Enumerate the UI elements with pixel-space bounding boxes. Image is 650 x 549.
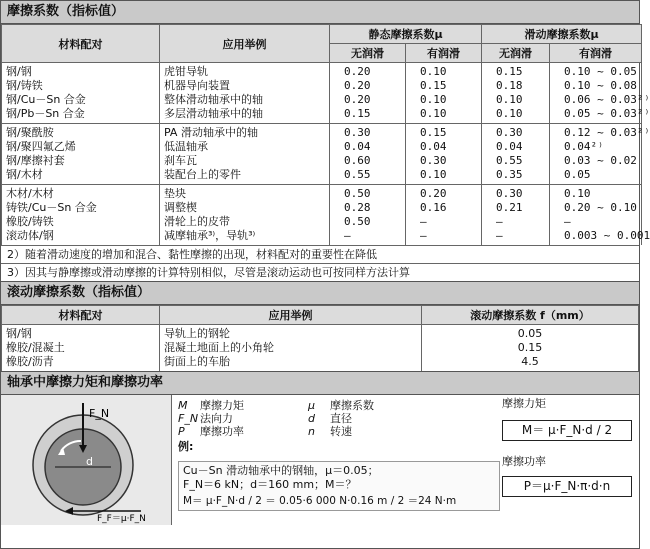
sliding-lub-value: 0.12 ~ 0.03²⁾ — [564, 126, 650, 139]
torque-block — [502, 397, 632, 497]
section-title-friction-coefficients: 摩擦系数（指标值） — [1, 1, 639, 24]
friction-group — [2, 185, 642, 246]
rolling-application: 街面上的车胎 — [164, 355, 230, 368]
legend-row — [308, 425, 478, 438]
static-lub-value: 0.16 — [420, 201, 447, 214]
sliding-dry-value: — — [496, 229, 503, 242]
rolling-table — [1, 305, 639, 371]
material-pair-value: 钢/Pb－Sn 合金 — [6, 107, 85, 120]
footnote-3: 3）因其与静摩擦或滑动摩擦的计算特别相似，尽管是滚动运动也可按同样方法计算 — [1, 263, 639, 282]
legend-symbol: d — [308, 412, 315, 425]
friction-group — [2, 124, 642, 185]
fig-label-fn: F_N — [89, 407, 110, 420]
cell-static-dry — [330, 124, 406, 185]
application-value: 减摩轴承³⁾，导轨³⁾ — [164, 229, 256, 242]
static-dry-value: 0.28 — [344, 201, 371, 214]
material-pair-value: 滚动体/钢 — [6, 229, 54, 242]
sliding-lub-value: 0.20 ~ 0.10 — [564, 201, 637, 214]
static-lub-value: 0.10 — [420, 65, 447, 78]
application-value: 刹车瓦 — [164, 154, 197, 167]
legend-symbol: M — [178, 399, 188, 412]
bearing-diagram — [1, 395, 171, 525]
static-lub-value: 0.10 — [420, 93, 447, 106]
legend-symbol: P — [178, 425, 185, 438]
rolling-value: 0.05 — [517, 327, 543, 340]
application-value: 虎钳导轨 — [164, 65, 208, 78]
sliding-dry-value: 0.10 — [496, 107, 523, 120]
fig-label-ff: F_F＝μ·F_N — [97, 514, 146, 524]
cell-material-pair — [2, 185, 160, 246]
static-dry-value: 0.30 — [344, 126, 371, 139]
col-application: 应用举例 — [160, 306, 422, 325]
material-pair-value: 木材/木材 — [6, 187, 54, 200]
sliding-lub-value: 0.10 ~ 0.08 — [564, 79, 637, 92]
legend-row — [178, 425, 308, 438]
static-dry-value: 0.50 — [344, 187, 371, 200]
example-line-1: Cu－Sn 滑动轴承中的钢轴，μ＝0.05； — [183, 464, 379, 477]
col-sliding-dry: 无润滑 — [482, 44, 550, 63]
sliding-dry-value: 0.55 — [496, 154, 523, 167]
sliding-dry-value: 0.35 — [496, 168, 523, 181]
application-value: PA 滑动轴承中的轴 — [164, 126, 258, 139]
application-value: 调整楔 — [164, 201, 197, 214]
friction-group — [2, 63, 642, 124]
static-lub-value: — — [420, 215, 427, 228]
static-lub-value: 0.04 — [420, 140, 447, 153]
rolling-material: 橡胶/混凝土 — [6, 341, 65, 354]
example-calculation: M＝ μ·F_N·d / 2 ＝ 0.05·6 000 N·0.16 m / 2 ＝24 N·m — [183, 495, 457, 507]
rolling-application: 导轨上的钢轮 — [164, 327, 230, 340]
cell-static-dry — [330, 63, 406, 124]
application-value: 机器导向装置 — [164, 79, 230, 92]
col-sliding-friction: 滑动摩擦系数μ — [482, 25, 642, 44]
col-static-dry: 无润滑 — [330, 44, 406, 63]
col-static-friction: 静态摩擦系数μ — [330, 25, 482, 44]
static-dry-value: 0.55 — [344, 168, 371, 181]
application-value: 垫块 — [164, 187, 186, 200]
static-lub-value: 0.10 — [420, 107, 447, 120]
power-formula: P＝μ·F_N·π·d·n — [502, 476, 632, 497]
cell-sliding-dry — [482, 124, 550, 185]
cell-static-lub — [406, 185, 482, 246]
static-lub-value: 0.15 — [420, 126, 447, 139]
cell-static-dry — [330, 185, 406, 246]
sliding-dry-value: 0.30 — [496, 187, 523, 200]
bearing-figure — [1, 395, 172, 525]
cell-application — [160, 124, 330, 185]
material-pair-value: 钢/钢 — [6, 65, 32, 78]
example-box — [178, 461, 500, 511]
example-label: 例: — [178, 440, 194, 453]
static-dry-value: 0.20 — [344, 93, 371, 106]
cell-sliding-lub — [550, 124, 650, 185]
legend-row — [178, 399, 308, 412]
static-lub-value: 0.30 — [420, 154, 447, 167]
legend-text: 直径 — [330, 412, 352, 425]
sliding-dry-value: 0.04 — [496, 140, 523, 153]
legend-row — [178, 412, 308, 425]
legend-text: 摩擦力矩 — [200, 399, 244, 412]
static-dry-value: — — [344, 229, 351, 242]
legend-text: 摩擦系数 — [330, 399, 374, 412]
rolling-application: 混凝土地面上的小角轮 — [164, 341, 274, 354]
sliding-dry-value: 0.10 — [496, 93, 523, 106]
application-value: 整体滑动轴承中的轴 — [164, 93, 263, 106]
sliding-lub-value: 0.06 ~ 0.03²⁾ — [564, 93, 650, 106]
static-dry-value: 0.60 — [344, 154, 371, 167]
rolling-value: 4.5 — [521, 355, 539, 368]
static-lub-value: 0.20 — [420, 187, 447, 200]
example-line-2: F_N＝6 kN；d＝160 mm；M＝？ — [183, 478, 357, 491]
col-material-pair: 材料配对 — [2, 306, 160, 325]
fig-label-d: d — [86, 455, 93, 468]
sliding-lub-value: 0.03 ~ 0.02 — [564, 154, 637, 167]
application-value: 低温轴承 — [164, 140, 208, 153]
friction-table — [1, 24, 650, 245]
legend-symbol: F_N — [178, 412, 199, 425]
sliding-lub-value: 0.003 ~ 0.001 — [564, 229, 650, 242]
footnote-2: 2）随着滑动速度的增加和混合、黏性摩擦的出现，材料配对的重要性在降低 — [1, 245, 639, 263]
legend-text: 摩擦功率 — [200, 425, 244, 438]
col-static-lub: 有润滑 — [406, 44, 482, 63]
cell-material-pair — [2, 63, 160, 124]
cell-sliding-lub — [550, 185, 650, 246]
sliding-lub-value: 0.05 ~ 0.03²⁾ — [564, 107, 650, 120]
sliding-dry-value: 0.15 — [496, 65, 523, 78]
section-title-rolling-friction: 滚动摩擦系数（指标值） — [1, 282, 639, 305]
section-title-bearing-friction: 轴承中摩擦力矩和摩擦功率 — [1, 371, 639, 395]
application-value: 滑轮上的皮带 — [164, 215, 230, 228]
material-pair-value: 钢/聚四氟乙烯 — [6, 140, 76, 153]
static-lub-value: 0.10 — [420, 168, 447, 181]
legend-row — [308, 412, 478, 425]
col-material-pair: 材料配对 — [2, 25, 160, 63]
material-pair-value: 橡胶/铸铁 — [6, 215, 54, 228]
sliding-dry-value: 0.30 — [496, 126, 523, 139]
static-dry-value: 0.04 — [344, 140, 371, 153]
col-application: 应用举例 — [160, 25, 330, 63]
col-sliding-lub: 有润滑 — [550, 44, 642, 63]
cell-sliding-dry — [482, 63, 550, 124]
power-label: 摩擦功率 — [502, 455, 546, 468]
cell-static-lub — [406, 63, 482, 124]
material-pair-value: 钢/铸铁 — [6, 79, 43, 92]
application-value: 多层滑动轴承中的轴 — [164, 107, 263, 120]
material-pair-value: 钢/木材 — [6, 168, 43, 181]
cell-sliding-lub — [550, 63, 650, 124]
cell-application — [160, 63, 330, 124]
formula-legend — [172, 395, 639, 525]
legend-symbol: μ — [308, 399, 315, 412]
legend-text: 法向力 — [200, 412, 233, 425]
torque-formula: M＝ μ·F_N·d / 2 — [502, 420, 632, 441]
sliding-dry-value: 0.18 — [496, 79, 523, 92]
static-lub-value: — — [420, 229, 427, 242]
material-pair-value: 钢/摩擦衬套 — [6, 154, 65, 167]
legend-symbol: n — [308, 425, 315, 438]
legend-row — [308, 399, 478, 412]
material-pair-value: 钢/聚酰胺 — [6, 126, 54, 139]
sliding-lub-value: 0.04²⁾ — [564, 140, 604, 153]
sliding-lub-value: 0.05 — [564, 168, 591, 181]
material-pair-value: 钢/Cu－Sn 合金 — [6, 93, 86, 106]
torque-label: 摩擦力矩 — [502, 397, 546, 410]
sliding-lub-value: — — [564, 215, 571, 228]
cell-application — [160, 185, 330, 246]
application-value: 装配台上的零件 — [164, 168, 241, 181]
static-dry-value: 0.50 — [344, 215, 371, 228]
sliding-lub-value: 0.10 — [564, 187, 591, 200]
cell-sliding-dry — [482, 185, 550, 246]
static-lub-value: 0.15 — [420, 79, 447, 92]
sliding-lub-value: 0.10 ~ 0.05 — [564, 65, 637, 78]
cell-static-lub — [406, 124, 482, 185]
static-dry-value: 0.20 — [344, 65, 371, 78]
static-dry-value: 0.20 — [344, 79, 371, 92]
legend-text: 转速 — [330, 425, 352, 438]
static-dry-value: 0.15 — [344, 107, 371, 120]
col-rolling-coef: 滚动摩擦系数 f（mm） — [422, 306, 639, 325]
sliding-dry-value: — — [496, 215, 503, 228]
rolling-value: 0.15 — [517, 341, 543, 354]
rolling-material: 钢/钢 — [6, 327, 32, 340]
bearing-friction-panel — [1, 395, 639, 525]
sliding-dry-value: 0.21 — [496, 201, 523, 214]
rolling-material: 橡胶/沥青 — [6, 355, 54, 368]
material-pair-value: 铸铁/Cu－Sn 合金 — [6, 201, 97, 214]
cell-material-pair — [2, 124, 160, 185]
